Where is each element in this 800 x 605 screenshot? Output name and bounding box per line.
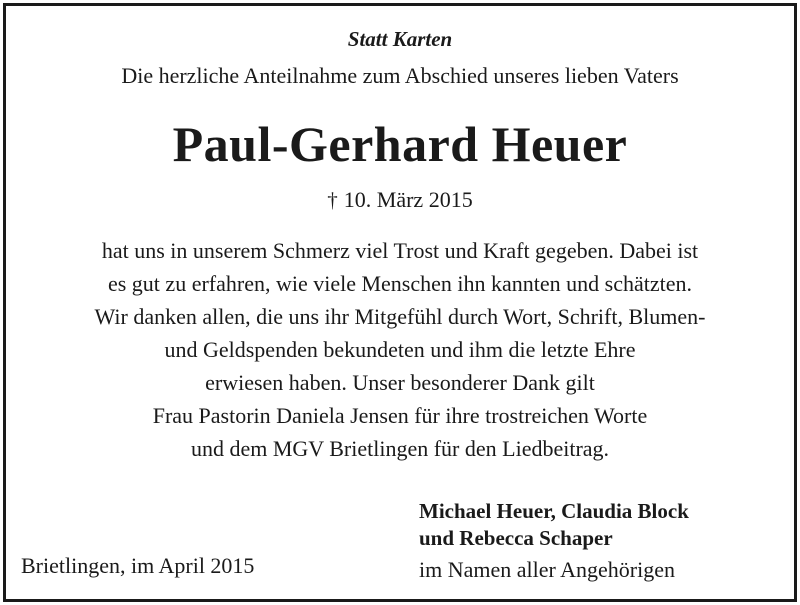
death-date-line (6, 185, 794, 215)
cross-icon: † (327, 188, 338, 212)
thank-you-text (6, 234, 794, 465)
body-line: hat uns in unserem Schmerz viel Trost und Kraft gegeben. Dabei ist (101, 238, 699, 263)
body-line: und dem MGV Brietlingen für den Liedbeitrag. (190, 436, 610, 461)
obituary-notice (3, 3, 797, 602)
place-date: Brietlingen, im April 2015 (21, 553, 255, 578)
behalf-line: im Namen aller Angehörigen (419, 557, 675, 582)
body-line: Frau Pastorin Daniela Jensen für ihre trostreichen Worte (152, 403, 648, 428)
notice-heading: Statt Karten (347, 27, 453, 51)
death-date: 10. März 2015 (343, 187, 473, 212)
intro-line: Die herzliche Anteilnahme zum Abschied unseres lieben Vaters (121, 63, 679, 88)
body-line: und Geldspenden bekundeten und ihm die letzte Ehre (164, 337, 636, 362)
signatories (419, 498, 689, 552)
body-line: erwiesen haben. Unser besonderer Dank gilt (205, 370, 595, 395)
deceased-name: Paul-Gerhard Heuer (172, 116, 628, 172)
body-line: es gut zu erfahren, wie viele Menschen ihn kannten und schätzten. (107, 271, 692, 296)
signatory-line: und Rebecca Schaper (419, 526, 613, 550)
signatory-line: Michael Heuer, Claudia Block (419, 499, 689, 523)
body-line: Wir danken allen, die uns ihr Mitgefühl durch Wort, Schrift, Blumen- (94, 304, 706, 329)
